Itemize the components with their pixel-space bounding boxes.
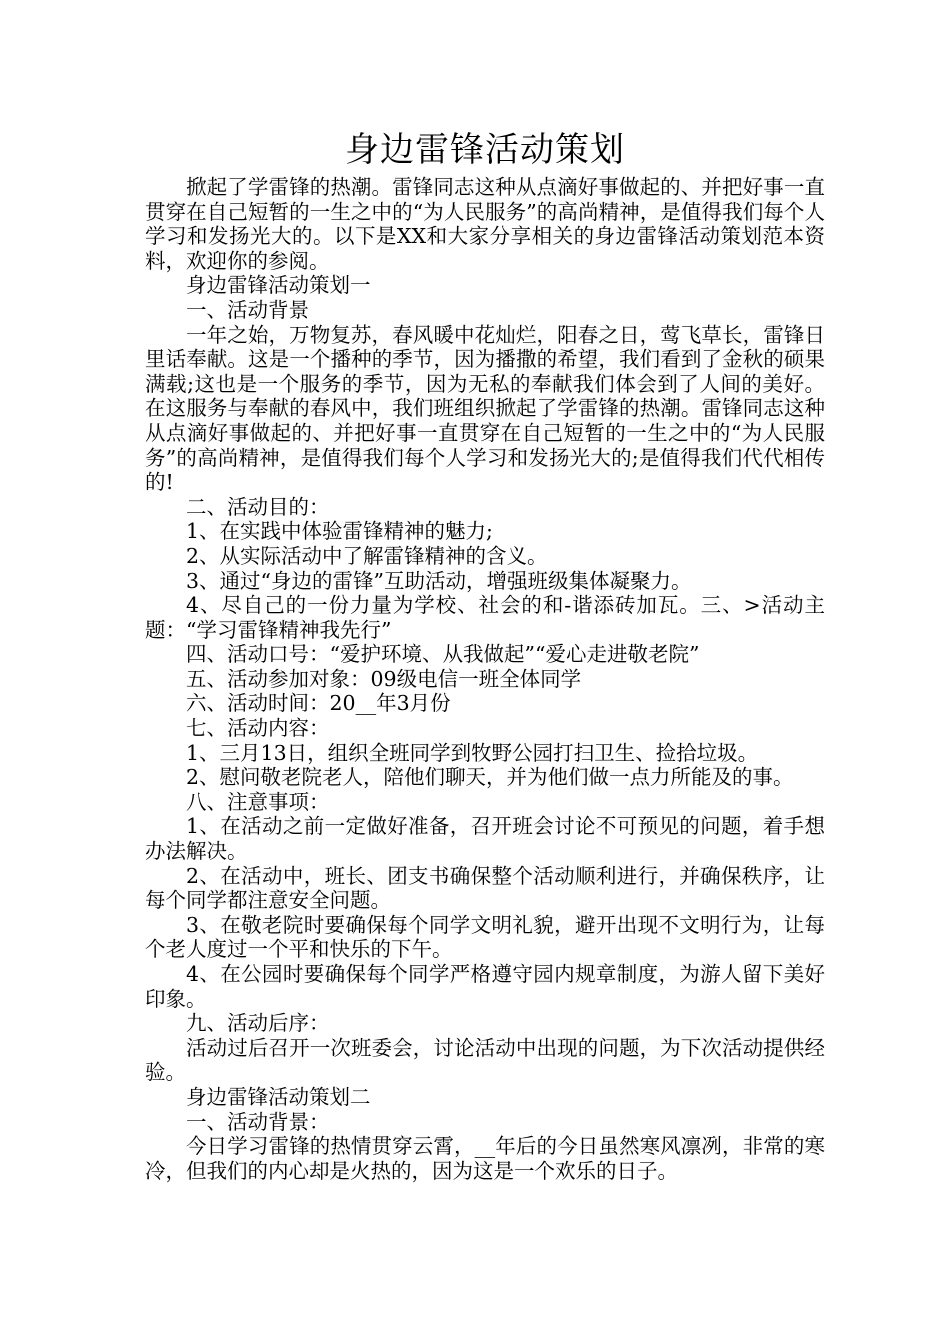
list-item: 1、三月13日，组织全班同学到牧野公园打扫卫生、捡拾垃圾。 xyxy=(186,740,759,765)
list-item: 2、慰问敬老院老人，陪他们聊天，并为他们做一点力所能及的事。 xyxy=(186,765,794,790)
list-item: 3、在敬老院时要确保每个同学文明礼貌，避开出现不文明行为，让每个老人度过一个平和快乐的下午。 xyxy=(145,912,825,962)
paragraph: 一年之始，万物复苏，春风暖中花灿烂，阳春之日，莺飞草长，雷锋日里话奉献。这是一个播种的季节，因为播撒的希望，我们看到了金秋的硕果满载;这也是一个服务的季节，因为无私的奉献我们体会到了人间的美好。在这服务与奉献的春风中，我们班组织掀起了学雷锋的热潮。雷锋同志这种从点滴好事做起的、并把好事一直贯穿在自己短暂的一生之中的“为人民服务”的高尚精神，是值得我们每个人学习和发扬光大的;是值得我们代代相传的! xyxy=(145,322,825,495)
section-heading: 一、活动背景： xyxy=(186,1109,330,1134)
section-heading: 四、活动口号：“爱护环境、从我做起”“爱心走进敬老院” xyxy=(186,642,700,667)
document-page xyxy=(145,125,825,1183)
list-item: 3、通过“身边的雷锋”互助活动，增强班级集体凝聚力。 xyxy=(186,568,692,593)
section-heading: 二、活动目的： xyxy=(186,494,330,519)
list-item: 2、在活动中，班长、团支书确保整个活动顺利进行，并确保秩序，让每个同学都注意安全问题。 xyxy=(145,863,825,913)
document-body xyxy=(145,175,825,1183)
document-title: 身边雷锋活动策划 xyxy=(345,130,625,170)
section-heading: 九、活动后序： xyxy=(186,1011,330,1036)
paragraph: 掀起了学雷锋的热潮。雷锋同志这种从点滴好事做起的、并把好事一直贯穿在自己短暂的一生之中的“为人民服务”的高尚精神，是值得我们每个人学习和发扬光大的。以下是XX和大家分享相关的身边雷锋活动策划范本资料，欢迎你的参阅。 xyxy=(145,175,825,273)
list-item: 4、在公园时要确保每个同学严格遵守园内规章制度，为游人留下美好印象。 xyxy=(145,962,825,1011)
section-heading: 身边雷锋活动策划一 xyxy=(186,273,371,298)
section-heading: 一、活动背景 xyxy=(186,297,309,322)
list-item: 1、在活动之前一定做好准备，召开班会讨论不可预见的问题，着手想办法解决。 xyxy=(145,814,825,864)
list-item: 4、尽自己的一份力量为学校、社会的和-谐添砖加瓦。三、>活动主题：“学习雷锋精神我先行” xyxy=(145,593,825,642)
section-heading: 八、注意事项： xyxy=(186,789,330,814)
list-item: 1、在实践中体验雷锋精神的魅力; xyxy=(186,519,493,544)
section-heading: 身边雷锋活动策划二 xyxy=(186,1084,371,1109)
paragraph: 活动过后召开一次班委会，讨论活动中出现的问题，为下次活动提供经验。 xyxy=(145,1035,825,1085)
section-heading: 五、活动参加对象：09级电信一班全体同学 xyxy=(186,666,582,691)
paragraph: 今日学习雷锋的热情贯穿云霄，__年后的今日虽然寒风凛冽，非常的寒冷，但我们的内心却是火热的，因为这是一个欢乐的日子。 xyxy=(145,1134,825,1183)
section-heading: 六、活动时间：20__年3月份 xyxy=(186,691,451,716)
list-item: 2、从实际活动中了解雷锋精神的含义。 xyxy=(186,543,548,568)
section-heading: 七、活动内容： xyxy=(186,716,330,741)
